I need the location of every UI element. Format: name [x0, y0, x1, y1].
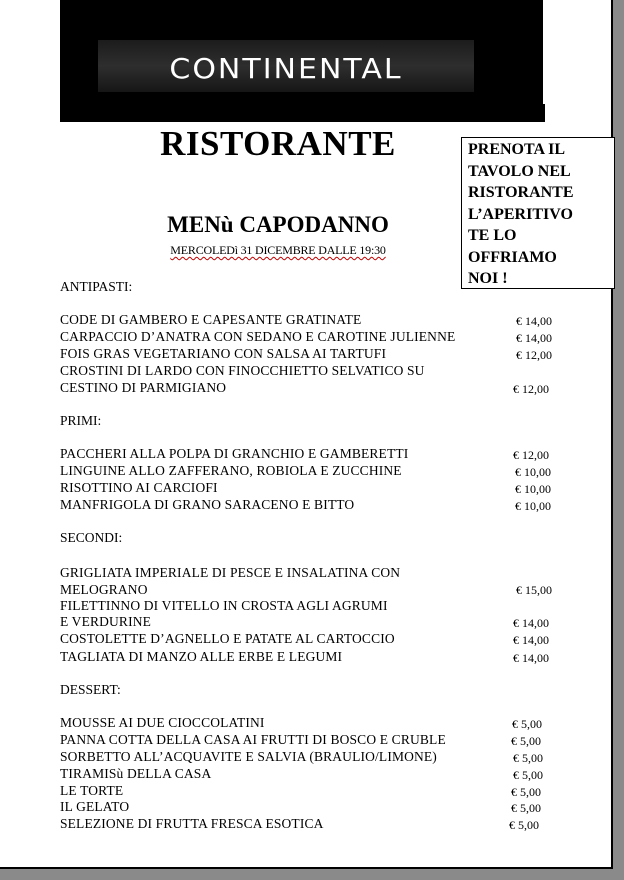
menu-item: CROSTINI DI LARDO CON FINOCCHIETTO SELVATICO SU: [60, 363, 425, 378]
menu-item: CARPACCIO D’ANATRA CON SEDANO E CAROTINE JULIENNE: [60, 329, 456, 344]
menu-item-price: € 12,00: [513, 382, 549, 396]
menu-item: FOIS GRAS VEGETARIANO CON SALSA AI TARTUFI: [60, 346, 387, 361]
menu-item-price: € 10,00: [515, 482, 551, 496]
menu-item-price: € 15,00: [516, 583, 552, 597]
menu-item-price: € 5,00: [509, 818, 539, 832]
menu-item: SELEZIONE DI FRUTTA FRESCA ESOTICA: [60, 816, 324, 831]
menu-item: CESTINO DI PARMIGIANO: [60, 380, 227, 395]
menu-item: PACCHERI ALLA POLPA DI GRANCHIO E GAMBERETTI: [60, 446, 409, 461]
menu-item-price: € 14,00: [513, 616, 549, 630]
logo-panel: [98, 40, 474, 92]
menu-title: MENù CAPODANNO: [167, 212, 389, 237]
menu-item-price: € 14,00: [516, 331, 552, 345]
banner-edge-mark: [543, 104, 545, 122]
menu-item: FILETTINNO DI VITELLO IN CROSTA AGLI AGRUMI: [60, 598, 388, 613]
promo-line: L’APERITIVO: [468, 205, 573, 223]
menu-item-price: € 5,00: [511, 734, 541, 748]
promo-line: TAVOLO NEL: [468, 162, 571, 180]
menu-item: LINGUINE ALLO ZAFFERANO, ROBIOLA E ZUCCHINE: [60, 463, 402, 478]
menu-item: E VERDURINE: [60, 614, 152, 629]
menu-item: RISOTTINO AI CARCIOFI: [60, 480, 218, 495]
menu-item-price: € 12,00: [513, 448, 549, 462]
menu-item-price: € 5,00: [512, 717, 542, 731]
menu-item: TIRAMISù DELLA CASA: [60, 766, 212, 781]
menu-item-price: € 10,00: [515, 465, 551, 479]
promo-line: OFFRIAMO: [468, 248, 557, 266]
menu-item-price: € 10,00: [515, 499, 551, 513]
logo-banner: [60, 0, 543, 122]
menu-item: SORBETTO ALL’ACQUAVITE E SALVIA (BRAULIO/LIMONE): [60, 749, 437, 764]
menu-item: IL GELATO: [60, 799, 130, 814]
menu-item-price: € 5,00: [511, 801, 541, 815]
menu-item-price: € 14,00: [513, 651, 549, 665]
menu-item-price: € 5,00: [511, 785, 541, 799]
menu-item-price: € 5,00: [513, 751, 543, 765]
page-shadow-right: [613, 0, 624, 880]
section-heading-secondi: SECONDI:: [60, 530, 123, 545]
menu-item: PANNA COTTA DELLA CASA AI FRUTTI DI BOSCO E CRUBLE: [60, 732, 446, 747]
menu-item: GRIGLIATA IMPERIALE DI PESCE E INSALATINA CON: [60, 565, 401, 580]
menu-item: MOUSSE AI DUE CIOCCOLATINI: [60, 715, 265, 730]
promo-line: NOI !: [468, 270, 508, 287]
menu-item: MANFRIGOLA DI GRANO SARACENO E BITTO: [60, 497, 355, 512]
menu-item: MELOGRANO: [60, 582, 148, 597]
promo-box: [461, 137, 615, 289]
menu-item: LE TORTE: [60, 783, 124, 798]
menu-item-price: € 12,00: [516, 348, 552, 362]
section-heading-antipasti: ANTIPASTI:: [60, 279, 133, 294]
menu-item: TAGLIATA DI MANZO ALLE ERBE E LEGUMI: [60, 649, 343, 664]
page-shadow-bottom: [0, 869, 624, 880]
menu-item: CODE DI GAMBERO E CAPESANTE GRATINATE: [60, 312, 362, 327]
menu-item-price: € 14,00: [513, 633, 549, 647]
menu-item-price: € 14,00: [516, 314, 552, 328]
section-heading-dessert: DESSERT:: [60, 682, 121, 697]
promo-line: RISTORANTE: [468, 184, 574, 201]
menu-item-price: € 5,00: [513, 768, 543, 782]
section-heading-primi: PRIMI:: [60, 413, 102, 428]
promo-line: TE LO: [468, 227, 517, 244]
restaurant-title: RISTORANTE: [160, 124, 396, 163]
menu-item: COSTOLETTE D’AGNELLO E PATATE AL CARTOCCIO: [60, 631, 395, 646]
logo-text: CONTINENTAL: [169, 53, 403, 86]
promo-line: PRENOTA IL: [468, 141, 566, 158]
menu-subtitle: MERCOLEDì 31 DICEMBRE DALLE 19:30: [170, 243, 386, 257]
